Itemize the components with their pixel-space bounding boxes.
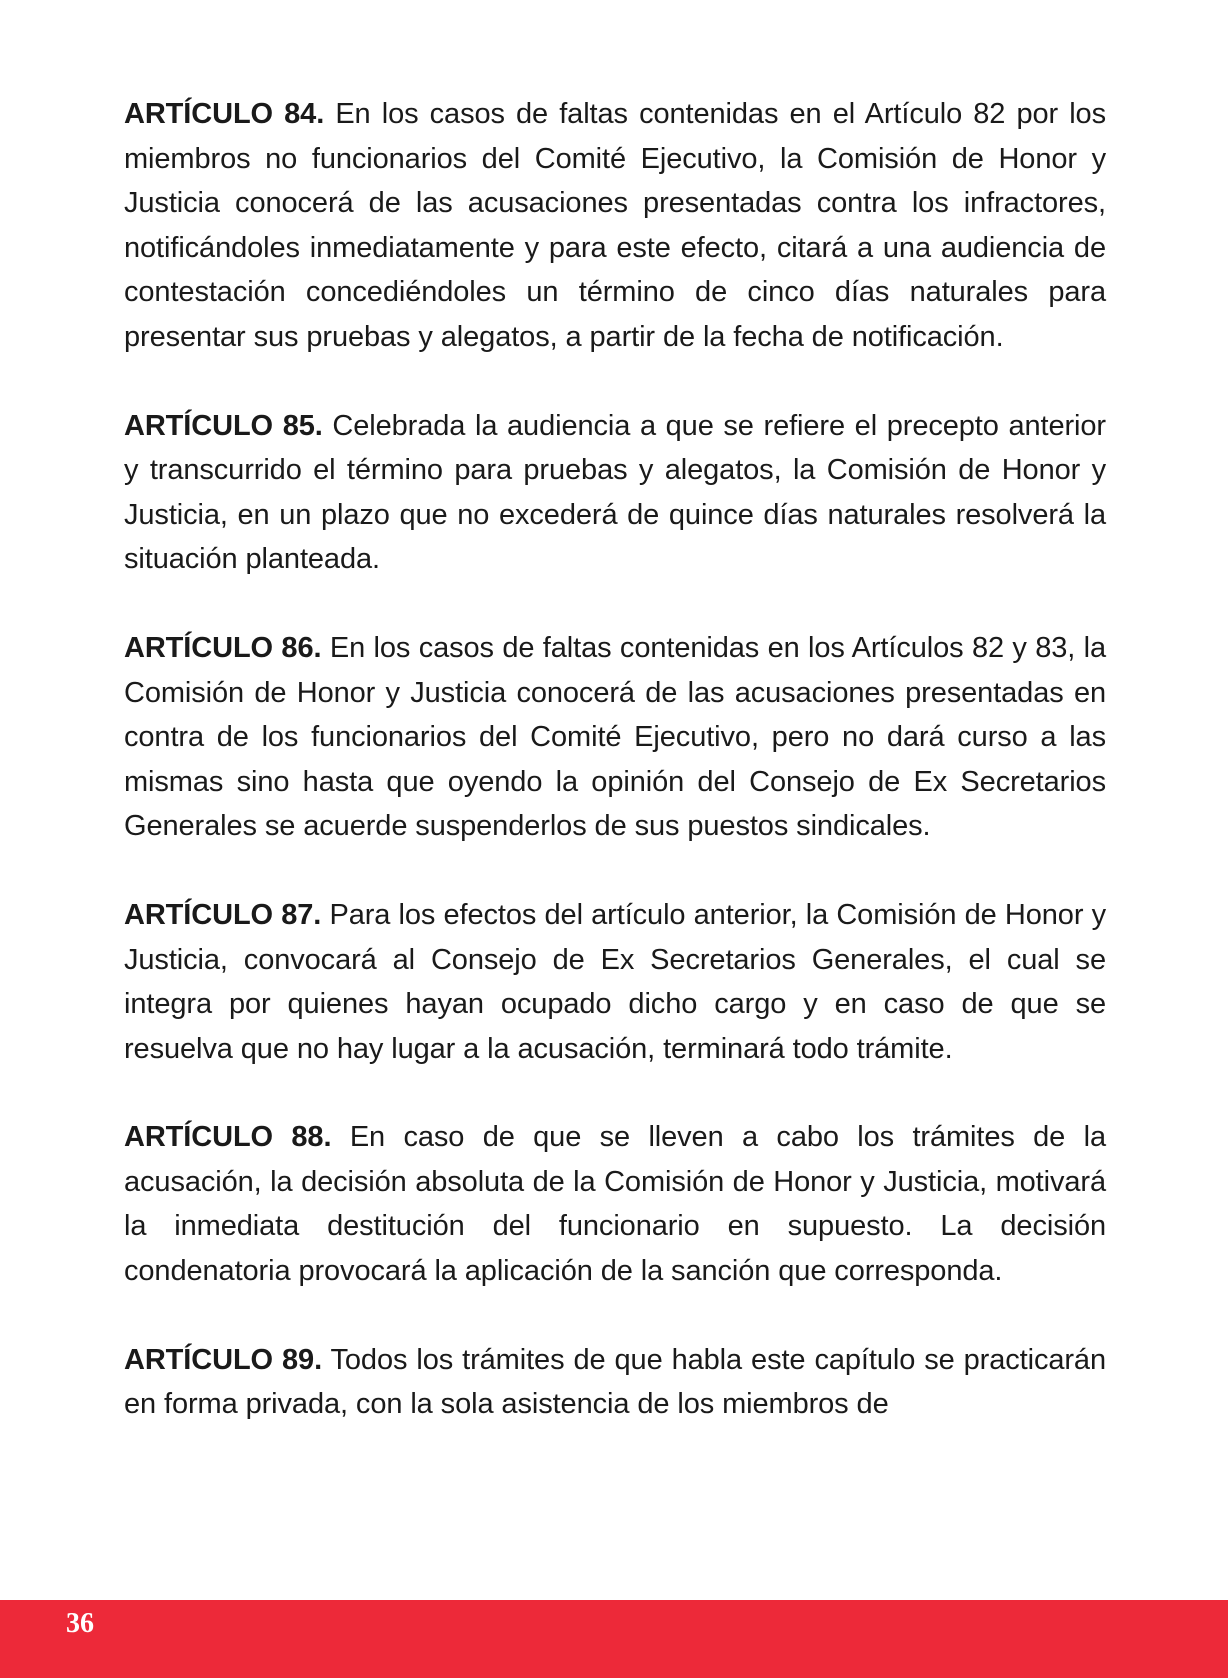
article-text: En los casos de faltas contenidas en el Artículo 82 por los miembros no funcionarios del Comité Ejecutivo, la Comisión de Honor y Justicia conocerá de las acusaciones presentadas contra los infractores, notificándoles inmediatamente y para este efecto, citará a una audiencia de contestación concediéndoles un término de cinco días naturales para presentar sus pruebas y alegatos, a partir de la fecha de notificación. [124, 98, 1106, 353]
article-text: Todos los trámites de que habla este capítulo se practicarán en forma privada, con la sola asistencia de los miembros de [124, 1343, 1106, 1421]
article-87 [124, 893, 1106, 1071]
article-84 [124, 92, 1106, 360]
page-content [124, 92, 1106, 1471]
article-heading: ARTÍCULO 89. [124, 1343, 323, 1376]
article-heading: ARTÍCULO 86. [124, 631, 322, 664]
article-heading: ARTÍCULO 85. [124, 409, 323, 442]
article-text: Celebrada la audiencia a que se refiere el precepto anterior y transcurrido el término para pruebas y alegatos, la Comisión de Honor y Justicia, en un plazo que no excederá de quince días naturales resolverá la situación planteada. [124, 409, 1106, 576]
article-89 [124, 1338, 1106, 1427]
article-85 [124, 404, 1106, 582]
article-text: En caso de que se lleven a cabo los trámites de la acusación, la decisión absoluta de la Comisión de Honor y Justicia, motivará la inmediata destitución del funcionario en supuesto. La decisión condenatoria provocará la aplicación de la sanción que corresponda. [124, 1121, 1106, 1288]
article-heading: ARTÍCULO 88. [124, 1121, 332, 1154]
article-heading: ARTÍCULO 87. [124, 898, 322, 931]
article-text: Para los efectos del artículo anterior, la Comisión de Honor y Justicia, convocará al Consejo de Ex Secretarios Generales, el cual se integra por quienes hayan ocupado dicho cargo y en caso de que se resuelva que no hay lugar a la acusación, terminará todo trámite. [124, 898, 1106, 1065]
page-number: 36 [66, 1608, 94, 1639]
article-text: En los casos de faltas contenidas en los Artículos 82 y 83, la Comisión de Honor y Justicia conocerá de las acusaciones presentadas en contra de los funcionarios del Comité Ejecutivo, pero no dará curso a las mismas sino hasta que oyendo la opinión del Consejo de Ex Secretarios Generales se acuerde suspenderlos de sus puestos sindicales. [124, 631, 1106, 843]
footer-bar [0, 1600, 1228, 1678]
article-88 [124, 1115, 1106, 1293]
article-86 [124, 626, 1106, 849]
article-heading: ARTÍCULO 84. [124, 98, 325, 130]
